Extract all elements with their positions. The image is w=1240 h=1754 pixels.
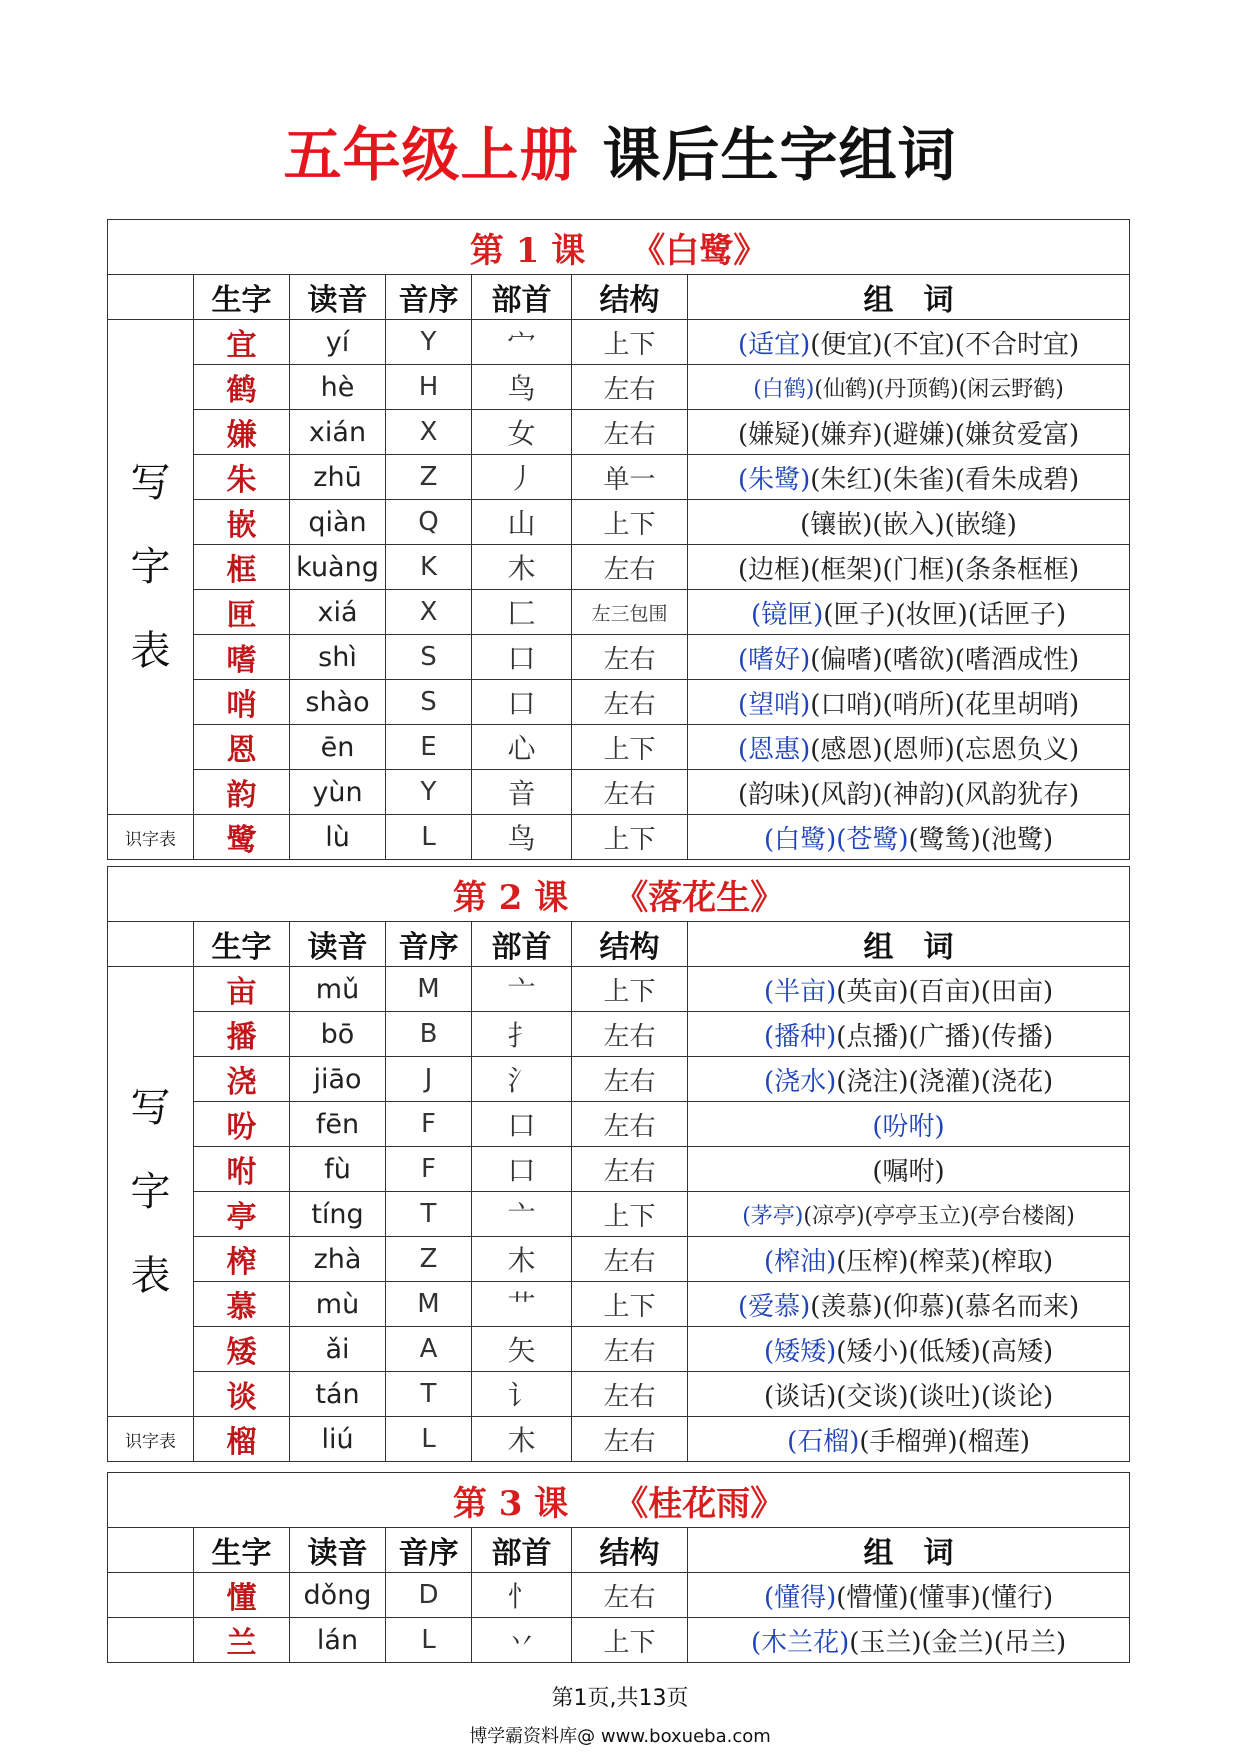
order-cell: M xyxy=(386,1282,472,1327)
order-cell: K xyxy=(386,545,472,590)
pinyin-cell: tán xyxy=(290,1372,386,1417)
highlighted-words: (朱鹭) xyxy=(737,464,811,495)
words-cell xyxy=(688,967,1130,1012)
header-order: 音序 xyxy=(386,1528,472,1573)
category-write xyxy=(108,967,194,1417)
order-cell: L xyxy=(386,815,472,860)
header-pinyin: 读音 xyxy=(290,1528,386,1573)
header-char: 生字 xyxy=(194,275,290,320)
char-cell: 咐 xyxy=(194,1147,290,1192)
pinyin-cell: ǎi xyxy=(290,1327,386,1372)
words-cell xyxy=(688,1102,1130,1147)
radical-cell: 匚 xyxy=(472,590,572,635)
other-words: (嘱咐) xyxy=(872,1156,945,1187)
radical-cell: 口 xyxy=(472,635,572,680)
lesson-table-3 xyxy=(107,1472,1130,1663)
radical-cell: 山 xyxy=(472,500,572,545)
pinyin-cell: lán xyxy=(290,1618,386,1663)
char-cell: 鹭 xyxy=(194,815,290,860)
corner-cell xyxy=(108,922,194,967)
highlighted-words: (播种) xyxy=(763,1021,837,1052)
pinyin-cell: lù xyxy=(290,815,386,860)
pinyin-cell: zhū xyxy=(290,455,386,500)
highlighted-words: (白鹤) xyxy=(753,376,815,402)
header-words: 组 词 xyxy=(688,922,1130,967)
char-cell: 亩 xyxy=(194,967,290,1012)
structure-cell: 上下 xyxy=(572,1282,688,1327)
char-cell: 嫌 xyxy=(194,410,290,455)
words-cell xyxy=(688,725,1130,770)
radical-cell: 音 xyxy=(472,770,572,815)
words-cell xyxy=(688,1237,1130,1282)
lesson-heading xyxy=(108,1473,1130,1528)
pinyin-cell: fēn xyxy=(290,1102,386,1147)
other-words: (韵味)(风韵)(神韵)(风韵犹存) xyxy=(737,779,1080,810)
other-words: (点播)(广播)(传播) xyxy=(836,1021,1054,1052)
highlighted-words: (半亩) xyxy=(763,976,837,1007)
table-row xyxy=(108,725,1130,770)
header-order: 音序 xyxy=(386,275,472,320)
words-cell xyxy=(688,1372,1130,1417)
char-cell: 谈 xyxy=(194,1372,290,1417)
words-cell xyxy=(688,635,1130,680)
structure-cell: 上下 xyxy=(572,1192,688,1237)
table-row xyxy=(108,770,1130,815)
header-char: 生字 xyxy=(194,1528,290,1573)
structure-cell: 左右 xyxy=(572,1417,688,1462)
char-cell: 哨 xyxy=(194,680,290,725)
pinyin-cell: kuàng xyxy=(290,545,386,590)
other-words: (手榴弹)(榴莲) xyxy=(859,1426,1030,1457)
order-cell: Q xyxy=(386,500,472,545)
radical-cell: 女 xyxy=(472,410,572,455)
highlighted-words: (嗜好) xyxy=(737,644,811,675)
structure-cell: 上下 xyxy=(572,815,688,860)
radical-cell: 木 xyxy=(472,545,572,590)
words-cell xyxy=(688,1327,1130,1372)
other-words: (仙鹤)(丹顶鹤)(闲云野鹤) xyxy=(814,376,1064,402)
words-cell xyxy=(688,455,1130,500)
char-cell: 框 xyxy=(194,545,290,590)
table-row xyxy=(108,680,1130,725)
header-char: 生字 xyxy=(194,922,290,967)
structure-cell: 左右 xyxy=(572,635,688,680)
order-cell: X xyxy=(386,410,472,455)
other-words: (压榨)(榨菜)(榨取) xyxy=(836,1246,1054,1277)
other-words: (羡慕)(仰慕)(慕名而来) xyxy=(810,1291,1080,1322)
other-words: (玉兰)(金兰)(吊兰) xyxy=(849,1627,1067,1658)
table-row xyxy=(108,1618,1130,1663)
words-cell xyxy=(688,1282,1130,1327)
pinyin-cell: liú xyxy=(290,1417,386,1462)
words-cell xyxy=(688,1417,1130,1462)
structure-cell: 左右 xyxy=(572,1147,688,1192)
order-cell: Z xyxy=(386,1237,472,1282)
header-pinyin: 读音 xyxy=(290,275,386,320)
table-row xyxy=(108,545,1130,590)
order-cell: T xyxy=(386,1192,472,1237)
header-pinyin: 读音 xyxy=(290,922,386,967)
category-write-char: 写 xyxy=(130,460,171,506)
highlighted-words: (茅亭) xyxy=(742,1203,804,1229)
other-words: (口哨)(哨所)(花里胡哨) xyxy=(810,689,1080,720)
header-structure: 结构 xyxy=(572,922,688,967)
title-grade: 五年级上册 xyxy=(283,121,579,189)
table-row xyxy=(108,320,1130,365)
char-cell: 懂 xyxy=(194,1573,290,1618)
header-words: 组 词 xyxy=(688,1528,1130,1573)
page-title xyxy=(0,108,1240,192)
order-cell: B xyxy=(386,1012,472,1057)
char-cell: 朱 xyxy=(194,455,290,500)
category-read: 识字表 xyxy=(108,815,194,860)
char-cell: 匣 xyxy=(194,590,290,635)
header-radical: 部首 xyxy=(472,1528,572,1573)
pinyin-cell: mǔ xyxy=(290,967,386,1012)
char-cell: 韵 xyxy=(194,770,290,815)
char-cell: 浇 xyxy=(194,1057,290,1102)
pinyin-cell: mù xyxy=(290,1282,386,1327)
category-write-char: 写 xyxy=(130,1084,171,1131)
column-headers xyxy=(108,1528,1130,1573)
table-row xyxy=(108,1057,1130,1102)
radical-cell: 口 xyxy=(472,680,572,725)
radical-cell: 木 xyxy=(472,1237,572,1282)
table-row xyxy=(108,1102,1130,1147)
structure-cell: 上下 xyxy=(572,1618,688,1663)
structure-cell: 左三包围 xyxy=(572,590,688,635)
category-read: 识字表 xyxy=(108,1417,194,1462)
char-cell: 吩 xyxy=(194,1102,290,1147)
radical-cell: 心 xyxy=(472,725,572,770)
lesson-number: 第 2 课 xyxy=(452,877,569,918)
char-cell: 嵌 xyxy=(194,500,290,545)
structure-cell: 左右 xyxy=(572,1237,688,1282)
header-radical: 部首 xyxy=(472,922,572,967)
order-cell: L xyxy=(386,1618,472,1663)
order-cell: J xyxy=(386,1057,472,1102)
lesson-number: 第 3 课 xyxy=(452,1483,569,1524)
other-words: (矮小)(低矮)(高矮) xyxy=(836,1336,1054,1367)
order-cell: M xyxy=(386,967,472,1012)
char-cell: 嗜 xyxy=(194,635,290,680)
highlighted-words: (吩咐) xyxy=(872,1111,945,1142)
words-cell xyxy=(688,1012,1130,1057)
table-row xyxy=(108,1237,1130,1282)
other-words: (边框)(框架)(门框)(条条框框) xyxy=(737,554,1080,585)
structure-cell: 左右 xyxy=(572,365,688,410)
char-cell: 榨 xyxy=(194,1237,290,1282)
table-row xyxy=(108,815,1130,860)
structure-cell: 左右 xyxy=(572,1057,688,1102)
lesson-name: 《桂花雨》 xyxy=(614,1483,785,1524)
highlighted-words: (木兰花) xyxy=(750,1627,850,1658)
pinyin-cell: fù xyxy=(290,1147,386,1192)
lesson-number: 第 1 课 xyxy=(469,230,586,271)
highlighted-words: (矮矮) xyxy=(763,1336,837,1367)
other-words: (谈话)(交谈)(谈吐)(谈论) xyxy=(763,1381,1054,1412)
structure-cell: 上下 xyxy=(572,725,688,770)
highlighted-words: (榨油) xyxy=(763,1246,837,1277)
radical-cell: 氵 xyxy=(472,1057,572,1102)
radical-cell: 口 xyxy=(472,1147,572,1192)
pinyin-cell: jiāo xyxy=(290,1057,386,1102)
char-cell: 亭 xyxy=(194,1192,290,1237)
other-words: (鹭鸶)(池鹭) xyxy=(908,824,1054,855)
pinyin-cell: bō xyxy=(290,1012,386,1057)
table-row xyxy=(108,1417,1130,1462)
order-cell: L xyxy=(386,1417,472,1462)
radical-cell: 鸟 xyxy=(472,365,572,410)
words-cell xyxy=(688,320,1130,365)
structure-cell: 左右 xyxy=(572,770,688,815)
order-cell: A xyxy=(386,1327,472,1372)
order-cell: H xyxy=(386,365,472,410)
radical-cell: 宀 xyxy=(472,320,572,365)
words-cell xyxy=(688,365,1130,410)
order-cell: D xyxy=(386,1573,472,1618)
order-cell: F xyxy=(386,1147,472,1192)
order-cell: Z xyxy=(386,455,472,500)
words-cell xyxy=(688,680,1130,725)
order-cell: S xyxy=(386,635,472,680)
structure-cell: 上下 xyxy=(572,320,688,365)
char-cell: 兰 xyxy=(194,1618,290,1663)
order-cell: Y xyxy=(386,320,472,365)
page-number: 第1页,共13页 xyxy=(551,1686,689,1711)
words-cell xyxy=(688,770,1130,815)
radical-cell: 矢 xyxy=(472,1327,572,1372)
char-cell: 恩 xyxy=(194,725,290,770)
highlighted-words: (爱慕) xyxy=(737,1291,811,1322)
char-cell: 播 xyxy=(194,1012,290,1057)
words-cell xyxy=(688,545,1130,590)
order-cell: E xyxy=(386,725,472,770)
structure-cell: 上下 xyxy=(572,967,688,1012)
header-order: 音序 xyxy=(386,922,472,967)
structure-cell: 左右 xyxy=(572,1327,688,1372)
table-row xyxy=(108,1282,1130,1327)
pinyin-cell: zhà xyxy=(290,1237,386,1282)
highlighted-words: (镜匣) xyxy=(750,599,824,630)
pinyin-cell: xiá xyxy=(290,590,386,635)
radical-cell: 亠 xyxy=(472,967,572,1012)
source-line: 博学霸资料库@ www.boxueba.com xyxy=(469,1726,771,1747)
radical-cell: 丷 xyxy=(472,1618,572,1663)
char-cell: 矮 xyxy=(194,1327,290,1372)
structure-cell: 左右 xyxy=(572,1573,688,1618)
order-cell: F xyxy=(386,1102,472,1147)
radical-cell: 忄 xyxy=(472,1573,572,1618)
column-headers xyxy=(108,922,1130,967)
lesson-name: 《落花生》 xyxy=(614,877,785,918)
table-row xyxy=(108,1192,1130,1237)
radical-cell: 口 xyxy=(472,1102,572,1147)
table-row xyxy=(108,1012,1130,1057)
table-row xyxy=(108,635,1130,680)
highlighted-words: (白鹭)(苍鹭) xyxy=(763,824,909,855)
lesson-table-1 xyxy=(107,219,1130,860)
lesson-name: 《白鹭》 xyxy=(631,230,768,271)
title-subject: 课后生字组词 xyxy=(602,121,957,189)
category-empty xyxy=(108,1618,194,1663)
other-words: (便宜)(不宜)(不合时宜) xyxy=(810,329,1080,360)
corner-cell xyxy=(108,275,194,320)
structure-cell: 左右 xyxy=(572,1372,688,1417)
other-words: (朱红)(朱雀)(看朱成碧) xyxy=(810,464,1080,495)
order-cell: X xyxy=(386,590,472,635)
words-cell xyxy=(688,500,1130,545)
radical-cell: 扌 xyxy=(472,1012,572,1057)
highlighted-words: (懂得) xyxy=(763,1582,837,1613)
pinyin-cell: qiàn xyxy=(290,500,386,545)
pinyin-cell: yí xyxy=(290,320,386,365)
highlighted-words: (望哨) xyxy=(737,689,811,720)
table-row xyxy=(108,1573,1130,1618)
char-cell: 慕 xyxy=(194,1282,290,1327)
table-row xyxy=(108,365,1130,410)
category-empty xyxy=(108,1573,194,1618)
pinyin-cell: ēn xyxy=(290,725,386,770)
pinyin-cell: dǒng xyxy=(290,1573,386,1618)
other-words: (镶嵌)(嵌入)(嵌缝) xyxy=(800,509,1017,540)
radical-cell: 木 xyxy=(472,1417,572,1462)
header-words: 组 词 xyxy=(688,275,1130,320)
column-headers xyxy=(108,275,1130,320)
words-cell xyxy=(688,1573,1130,1618)
lesson-heading xyxy=(108,220,1130,275)
structure-cell: 左右 xyxy=(572,1102,688,1147)
pinyin-cell: hè xyxy=(290,365,386,410)
other-words: (英亩)(百亩)(田亩) xyxy=(836,976,1054,1007)
table-row xyxy=(108,1327,1130,1372)
other-words: (浇注)(浇灌)(浇花) xyxy=(836,1066,1054,1097)
category-write-char: 字 xyxy=(130,1168,171,1215)
table-row xyxy=(108,590,1130,635)
order-cell: T xyxy=(386,1372,472,1417)
highlighted-words: (石榴) xyxy=(787,1426,860,1457)
other-words: (懵懂)(懂事)(懂行) xyxy=(836,1582,1054,1613)
highlighted-words: (浇水) xyxy=(763,1066,837,1097)
lesson-table-2 xyxy=(107,866,1130,1462)
words-cell xyxy=(688,815,1130,860)
char-cell: 榴 xyxy=(194,1417,290,1462)
pinyin-cell: yùn xyxy=(290,770,386,815)
header-radical: 部首 xyxy=(472,275,572,320)
structure-cell: 单一 xyxy=(572,455,688,500)
other-words: (嫌疑)(嫌弃)(避嫌)(嫌贫爱富) xyxy=(737,419,1080,450)
pinyin-cell: shào xyxy=(290,680,386,725)
radical-cell: 亠 xyxy=(472,1192,572,1237)
words-cell xyxy=(688,590,1130,635)
table-row xyxy=(108,967,1130,1012)
table-row xyxy=(108,1372,1130,1417)
category-write-char: 表 xyxy=(130,628,171,674)
radical-cell: 丿 xyxy=(472,455,572,500)
pinyin-cell: shì xyxy=(290,635,386,680)
words-cell xyxy=(688,1147,1130,1192)
words-cell xyxy=(688,1057,1130,1102)
highlighted-words: (适宜) xyxy=(737,329,811,360)
char-cell: 宜 xyxy=(194,320,290,365)
structure-cell: 左右 xyxy=(572,545,688,590)
other-words: (偏嗜)(嗜欲)(嗜酒成性) xyxy=(810,644,1080,675)
pinyin-cell: xián xyxy=(290,410,386,455)
radical-cell: 讠 xyxy=(472,1372,572,1417)
structure-cell: 左右 xyxy=(572,1012,688,1057)
table-row xyxy=(108,1147,1130,1192)
header-structure: 结构 xyxy=(572,275,688,320)
order-cell: S xyxy=(386,680,472,725)
other-words: (感恩)(恩师)(忘恩负义) xyxy=(810,734,1080,765)
corner-cell xyxy=(108,1528,194,1573)
structure-cell: 左右 xyxy=(572,410,688,455)
lesson-heading xyxy=(108,867,1130,922)
highlighted-words: (恩惠) xyxy=(737,734,811,765)
table-row xyxy=(108,500,1130,545)
category-write-char: 字 xyxy=(130,544,171,590)
words-cell xyxy=(688,1618,1130,1663)
header-structure: 结构 xyxy=(572,1528,688,1573)
words-cell xyxy=(688,410,1130,455)
structure-cell: 左右 xyxy=(572,680,688,725)
words-cell xyxy=(688,1192,1130,1237)
char-cell: 鹤 xyxy=(194,365,290,410)
order-cell: Y xyxy=(386,770,472,815)
category-write-char: 表 xyxy=(130,1252,171,1299)
radical-cell: 鸟 xyxy=(472,815,572,860)
other-words: (匣子)(妆匣)(话匣子) xyxy=(823,599,1067,630)
radical-cell: 艹 xyxy=(472,1282,572,1327)
structure-cell: 上下 xyxy=(572,500,688,545)
table-row xyxy=(108,455,1130,500)
table-row xyxy=(108,410,1130,455)
category-write xyxy=(108,320,194,815)
pinyin-cell: tíng xyxy=(290,1192,386,1237)
other-words: (凉亭)(亭亭玉立)(亭台楼阁) xyxy=(803,1203,1075,1229)
